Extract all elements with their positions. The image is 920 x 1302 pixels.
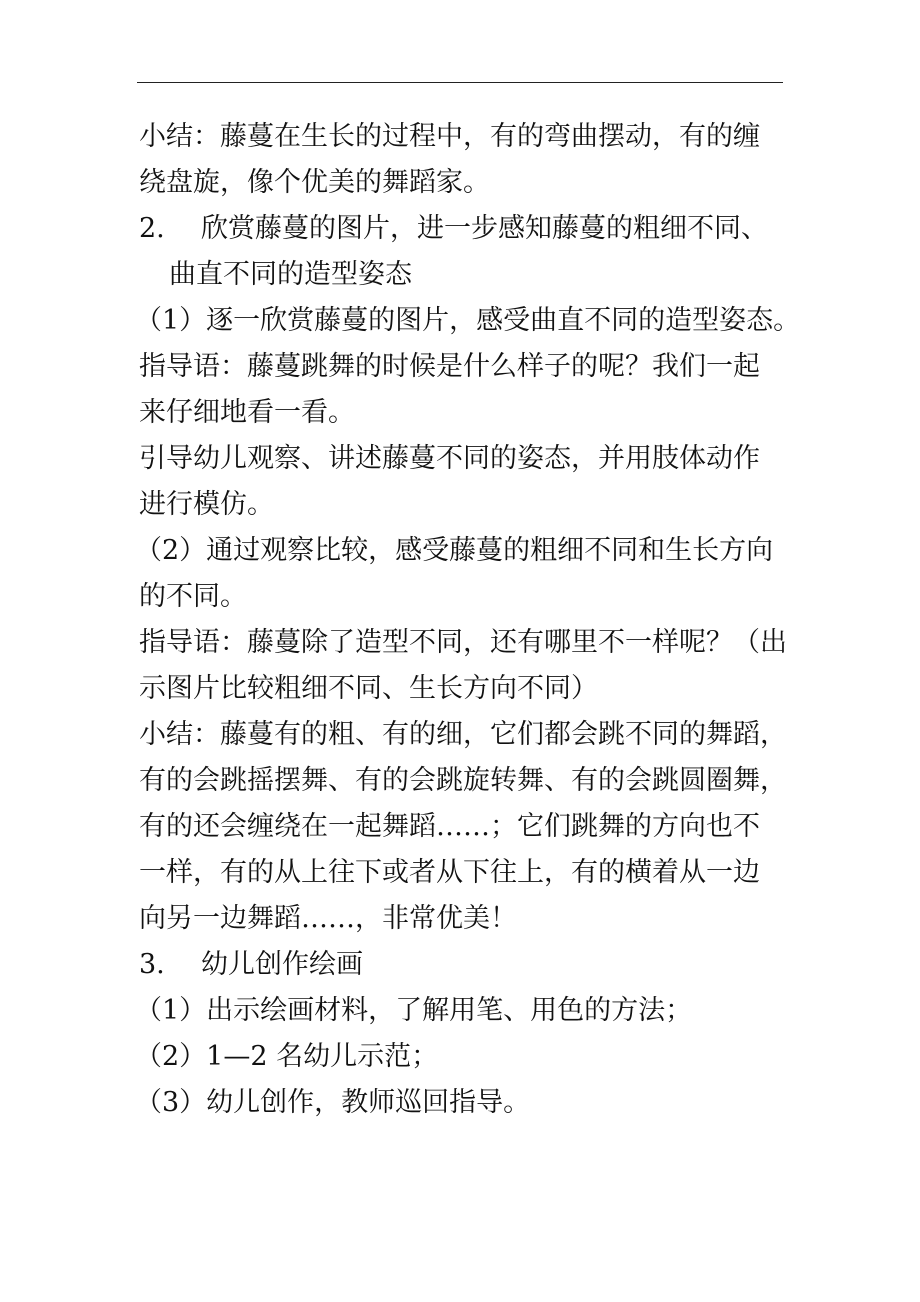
text-line: 一样，有的从上往下或者从下往上，有的横着从一边 [139,857,760,888]
header-rule [137,82,783,83]
section-title: 欣赏藤蔓的图片，进一步感知藤蔓的粗细不同、 [201,213,768,244]
text-line: 向另一边舞蹈……，非常优美！ [139,903,517,934]
text-line: 来仔细地看一看。 [139,397,355,428]
text-line: 的不同。 [139,581,247,612]
text-line: 进行模仿。 [139,489,274,520]
text-line: 指导语：藤蔓跳舞的时候是什么样子的呢？我们一起 [139,351,760,382]
section-number: 2. [139,213,165,244]
text-line: 小结：藤蔓在生长的过程中，有的弯曲摆动，有的缠 [139,121,760,152]
sub-item: （3）幼儿创作，教师巡回指导。 [135,1087,531,1118]
section-heading [139,942,789,988]
section-number: 3. [139,949,165,980]
sub-item: （1）出示绘画材料，了解用笔、用色的方法； [135,995,693,1026]
text-line: 绕盘旋，像个优美的舞蹈家。 [139,167,490,198]
text-line: 指导语：藤蔓除了造型不同，还有哪里不一样呢？（出 [139,627,787,658]
sub-item: （2）通过观察比较，感受藤蔓的粗细不同和生长方向 [135,535,774,566]
text-line: 有的还会缠绕在一起舞蹈……；它们跳舞的方向也不 [139,811,760,842]
sub-item: （1）逐一欣赏藤蔓的图片，感受曲直不同的造型姿态。 [135,305,801,336]
sub-item: （2）1—2 名幼儿示范； [135,1041,439,1072]
section-title: 幼儿创作绘画 [201,949,363,980]
text-line: 小结：藤蔓有的粗、有的细，它们都会跳不同的舞蹈， [139,719,787,750]
section-title-continued: 曲直不同的造型姿态 [169,259,412,290]
text-line: 示图片比较粗细不同、生长方向不同） [139,673,598,704]
document-body [135,114,801,1126]
section-heading [139,206,789,252]
text-line: 引导幼儿观察、讲述藤蔓不同的姿态，并用肢体动作 [139,443,760,474]
text-line: 有的会跳摇摆舞、有的会跳旋转舞、有的会跳圆圈舞， [139,765,787,796]
